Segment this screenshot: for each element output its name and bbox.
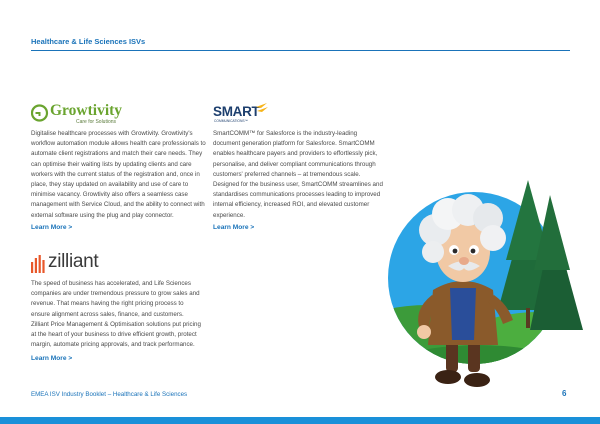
smart-logo bbox=[213, 102, 273, 128]
footer-text: EMEA ISV Industry Booklet – Healthcare & Life Sciences bbox=[31, 391, 188, 398]
smart-logo-tagline: COMMUNICATIONS™ bbox=[214, 119, 248, 123]
growtivity-logo-name: Growtivity bbox=[50, 102, 123, 119]
zilliant-logo-name: zilliant bbox=[48, 251, 99, 272]
bottom-color-bar bbox=[0, 417, 600, 424]
mascot-illustration-icon bbox=[388, 160, 588, 400]
zilliant-bars-icon bbox=[31, 255, 45, 273]
growtivity-logo-tagline: Care for Solutions bbox=[76, 119, 117, 125]
page-number: 6 bbox=[562, 389, 567, 398]
zilliant-learn-more-link[interactable]: Learn More > bbox=[31, 355, 73, 362]
einstein-mascot-illustration bbox=[388, 160, 588, 405]
smart-swoosh-icon bbox=[255, 102, 269, 116]
growtivity-logo bbox=[31, 104, 126, 126]
growtivity-learn-more-link[interactable]: Learn More > bbox=[31, 224, 73, 231]
smart-description: SmartCOMM™ for Salesforce is the industry-leading document generation platform for Salesforce. SmartCOMM enables healthcare payers and providers to effortlessly pick, personalise, and deliver compliant communications through customers' preferred channels – at tremendous scale. Designed for the business user, SmartCOMM streamlines and standardises communications processes leading to improved internal efficiency, increased ROI, and elevated customer experience. bbox=[213, 130, 383, 219]
zilliant-description: The speed of business has accelerated, and Life Sciences companies are under tremendous pressure to grow sales and revenue. That means having the right pricing process to ensure alignment across sales, finance, and customers. Zilliant Price Management & Optimisation solutions put pricing at the heart of your business to drive efficient growth, protect margin, automate pricing approvals, and track performance. bbox=[31, 280, 201, 349]
header-rule bbox=[31, 50, 570, 51]
zilliant-logo bbox=[31, 251, 111, 275]
smart-learn-more-link[interactable]: Learn More > bbox=[213, 224, 255, 231]
growtivity-description: Digitalise healthcare processes with Growtivity. Growtivity's workflow automation module allows health care professionals to automate client registrations and match their care needs. They can optimise their waiting lists by updating clients and care workers with the current status of the registration and, once in place, they stay updated on availability and use of care to minimise vacancy. Growtivity also offers a seamless case management with Service Cloud, and the ability to connect with external software using the plug and play connector. bbox=[31, 130, 206, 219]
section-header: Healthcare & Life Sciences ISVs bbox=[31, 37, 146, 46]
smart-logo-name: SMART bbox=[213, 104, 260, 119]
